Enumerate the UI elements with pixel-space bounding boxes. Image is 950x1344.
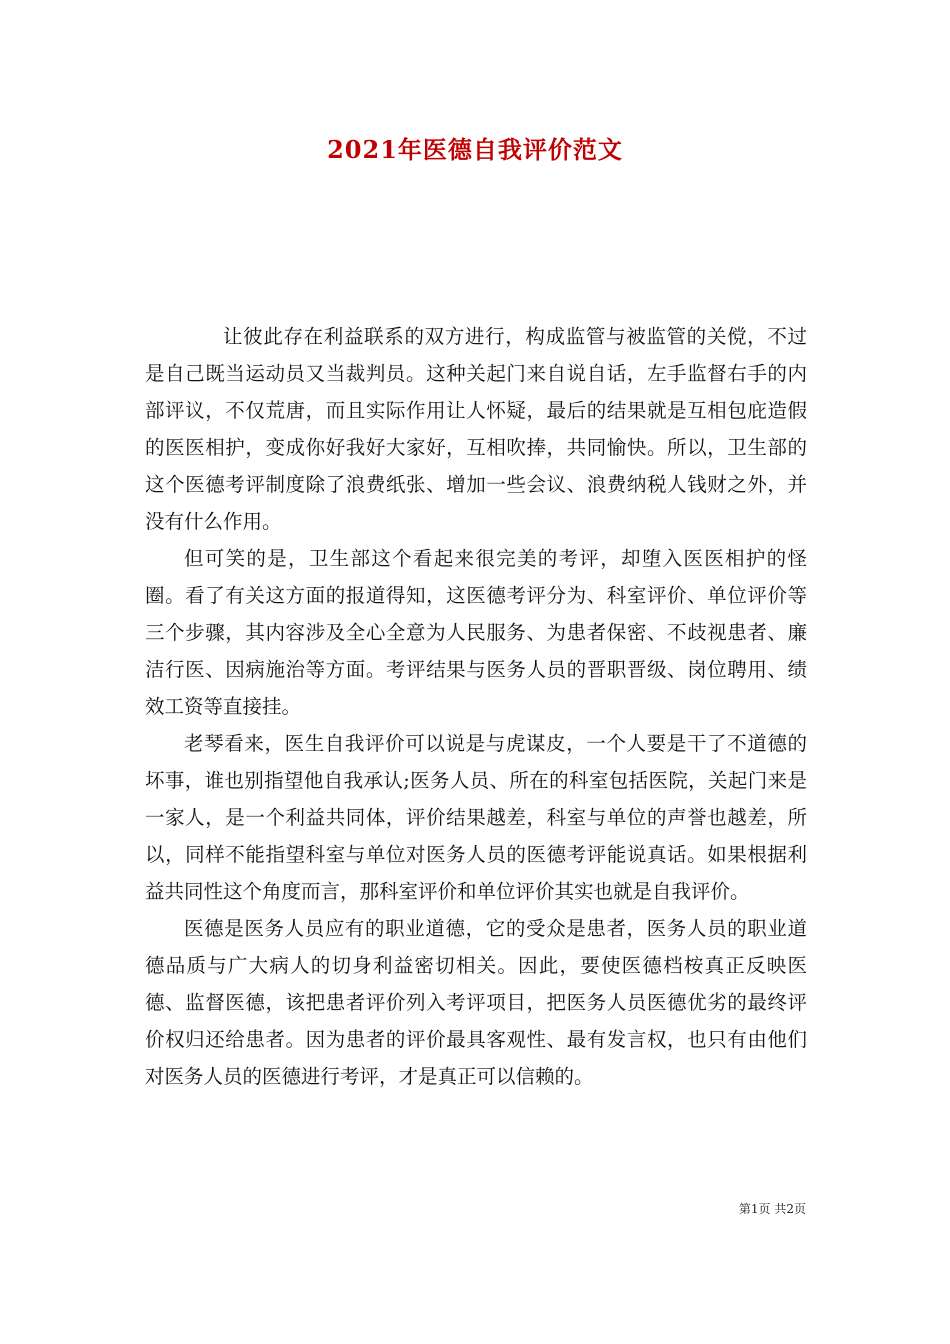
document-body: [145, 318, 807, 1095]
document-title: 2021年医德自我评价范文: [327, 135, 623, 164]
paragraph-3: 老琴看来，医生自我评价可以说是与虎谋皮，一个人要是干了不道德的坏事，谁也别指望他自我承认;医务人员、所在的科室包括医院，关起门来是一家人，是一个利益共同体，评价结果越差，科室与单位的声誉也越差，所以，同样不能指望科室与单位对医务人员的医德考评能说真话。如果根据利益共同性这个角度而言，那科室评价和单位评价其实也就是自我评价。: [145, 732, 807, 903]
paragraph-1: 让彼此存在利益联系的双方进行，构成监管与被监管的关傥，不过是自己既当运动员又当裁判员。这种关起门来自说自话，左手监督右手的内部评议，不仅荒唐，而且实际作用让人怀疑，最后的结果就是互相包庇造假的医医相护，变成你好我好大家好，互相吹捧，共同愉快。所以，卫生部的这个医德考评制度除了浪费纸张、增加一些会议、浪费纳税人钱财之外，并没有什么作用。: [145, 325, 807, 533]
paragraph-2: 但可笑的是，卫生部这个看起来很完美的考评，却堕入医医相护的怪圈。看了有关这方面的报道得知，这医德考评分为、科室评价、单位评价等三个步骤，其内容涉及全心全意为人民服务、为患者保密、不歧视患者、廉洁行医、因病施治等方面。考评结果与医务人员的晋职晋级、岗位聘用、绩效工资等直接挂。: [145, 547, 807, 718]
paragraph-4: 医德是医务人员应有的职业道德，它的受众是患者，医务人员的职业道德品质与广大病人的切身利益密切相关。因此，要使医德档桉真正反映医德、监督医德，该把患者评价列入考评项目，把医务人员医德优劣的最终评价权归还给患者。因为患者的评价最具客观性、最有发言权，也只有由他们对医务人员的医德进行考评，才是真正可以信赖的。: [145, 917, 807, 1088]
page-number-footer: 第1页 共2页: [738, 1202, 806, 1216]
